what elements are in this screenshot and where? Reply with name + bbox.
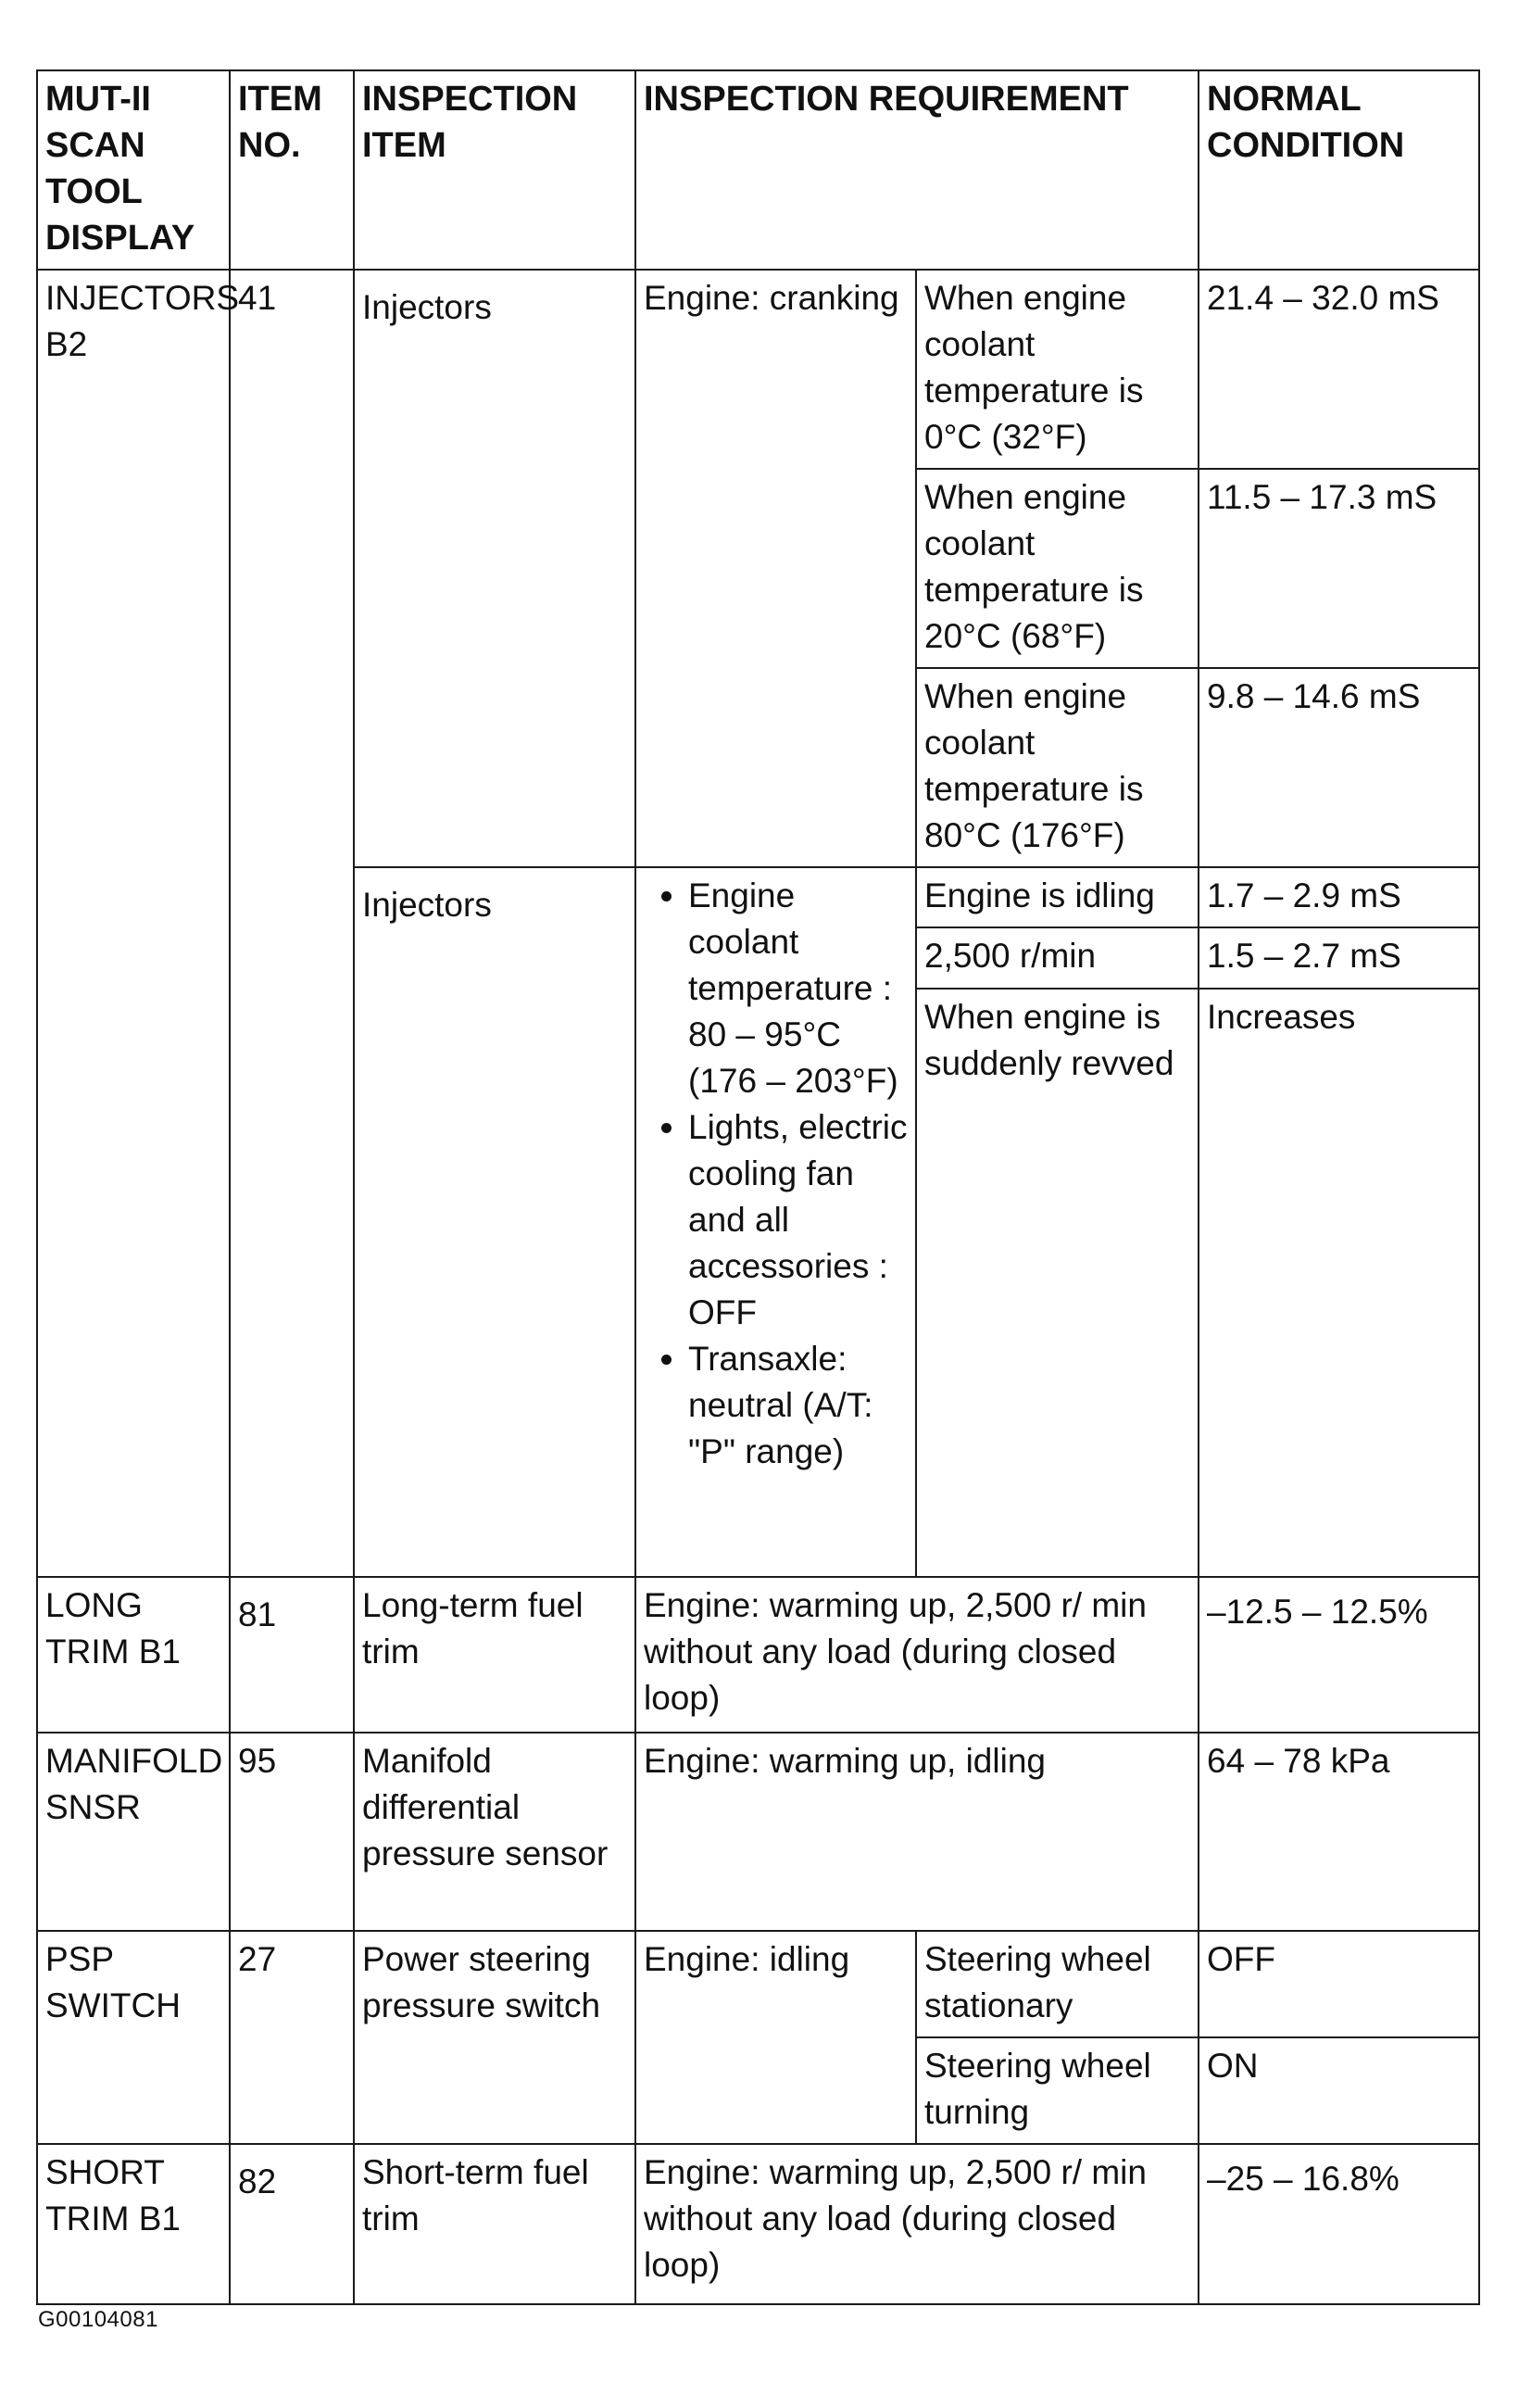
condition-cell: Engine: idling	[635, 1931, 916, 2144]
sub-requirement-cell: 2,500 r/min	[916, 927, 1199, 989]
sub-requirement-cell: Engine is idling	[916, 867, 1199, 927]
figure-id: G00104081	[38, 2307, 158, 2332]
condition-cell: Engine: cranking	[635, 270, 916, 867]
sub-requirement-cell: Steering wheel stationary	[916, 1931, 1199, 2037]
header-row	[37, 70, 1479, 270]
normal-value-cell: Increases	[1199, 989, 1479, 1577]
requirement-cell: Engine: warming up, 2,500 r/ min without any load (during closed loop)	[635, 2144, 1199, 2304]
display-cell: SHORT TRIM B1	[37, 2144, 230, 2304]
normal-value-cell: 1.7 – 2.9 mS	[1199, 867, 1479, 927]
condition-cell	[635, 867, 916, 1577]
item-no-cell	[230, 1577, 354, 1733]
item-no-cell: 27	[230, 1931, 354, 2144]
table-row	[37, 1931, 1479, 2037]
normal-value-cell	[1199, 1577, 1479, 1733]
inspection-item-cell: Long-term fuel trim	[354, 1577, 635, 1733]
table-row	[37, 1733, 1479, 1931]
inspection-item-cell	[354, 867, 635, 1577]
table-row	[37, 1577, 1479, 1733]
requirement-cell: Engine: warming up, 2,500 r/ min without any load (during closed loop)	[635, 1577, 1199, 1733]
inspection-item-cell	[354, 270, 635, 867]
inspection-table	[36, 69, 1480, 2305]
requirement-cell: Engine: warming up, idling	[635, 1733, 1199, 1931]
item-no-text: 82	[238, 2162, 277, 2200]
header-display: MUT-II SCAN TOOL DISPLAY	[37, 70, 230, 270]
list-item: • Transaxle: neutral (A/T: "P" range)	[688, 1336, 908, 1475]
item-no-cell	[230, 2144, 354, 2304]
header-normal-condition: NORMAL CONDITION	[1199, 70, 1479, 270]
normal-value-cell: 1.5 – 2.7 mS	[1199, 927, 1479, 989]
display-cell: PSP SWITCH	[37, 1931, 230, 2144]
normal-value-text: –25 – 16.8%	[1207, 2160, 1400, 2198]
normal-value-cell: 64 – 78 kPa	[1199, 1733, 1479, 1931]
item-no-cell: 95	[230, 1733, 354, 1931]
sub-requirement-cell: Steering wheel turning	[916, 2037, 1199, 2144]
normal-value-cell: OFF	[1199, 1931, 1479, 2037]
normal-value-text: –12.5 – 12.5%	[1207, 1593, 1428, 1631]
normal-value-cell: ON	[1199, 2037, 1479, 2144]
list-item: • Engine coolant temperature : 80 – 95°C (176 – 203°F)	[688, 873, 908, 1104]
inspection-item-text: Injectors	[362, 886, 492, 924]
sub-requirement-cell: When engine coolant temperature is 0°C (32°F)	[916, 270, 1199, 469]
display-cell: LONG TRIM B1	[37, 1577, 230, 1733]
inspection-item-text: Injectors	[362, 288, 492, 326]
condition-list	[644, 873, 908, 1475]
inspection-item-cell: Power steering pressure switch	[354, 1931, 635, 2144]
sub-requirement-cell: When engine coolant temperature is 20°C (68°F)	[916, 469, 1199, 668]
normal-value-cell	[1199, 2144, 1479, 2304]
table-row	[37, 270, 1479, 469]
normal-value-cell: 9.8 – 14.6 mS	[1199, 668, 1479, 867]
header-inspection-requirement: INSPECTION REQUIREMENT	[635, 70, 1199, 270]
display-cell: MANIFOLD SNSR	[37, 1733, 230, 1931]
list-item: • Lights, electric cooling fan and all accessories : OFF	[688, 1104, 908, 1336]
sub-requirement-cell: When engine coolant temperature is 80°C (176°F)	[916, 668, 1199, 867]
header-inspection-item: INSPECTION ITEM	[354, 70, 635, 270]
normal-value-cell: 11.5 – 17.3 mS	[1199, 469, 1479, 668]
item-no-cell: 41	[230, 270, 354, 1577]
item-no-text: 81	[238, 1595, 277, 1633]
normal-value-cell: 21.4 – 32.0 mS	[1199, 270, 1479, 469]
table-row	[37, 2144, 1479, 2304]
sub-requirement-cell: When engine is suddenly revved	[916, 989, 1199, 1577]
inspection-item-cell: Short-term fuel trim	[354, 2144, 635, 2304]
inspection-item-cell: Manifold differential pressure sensor	[354, 1733, 635, 1931]
header-item-no: ITEM NO.	[230, 70, 354, 270]
display-cell: INJECTORS B2	[37, 270, 230, 1577]
